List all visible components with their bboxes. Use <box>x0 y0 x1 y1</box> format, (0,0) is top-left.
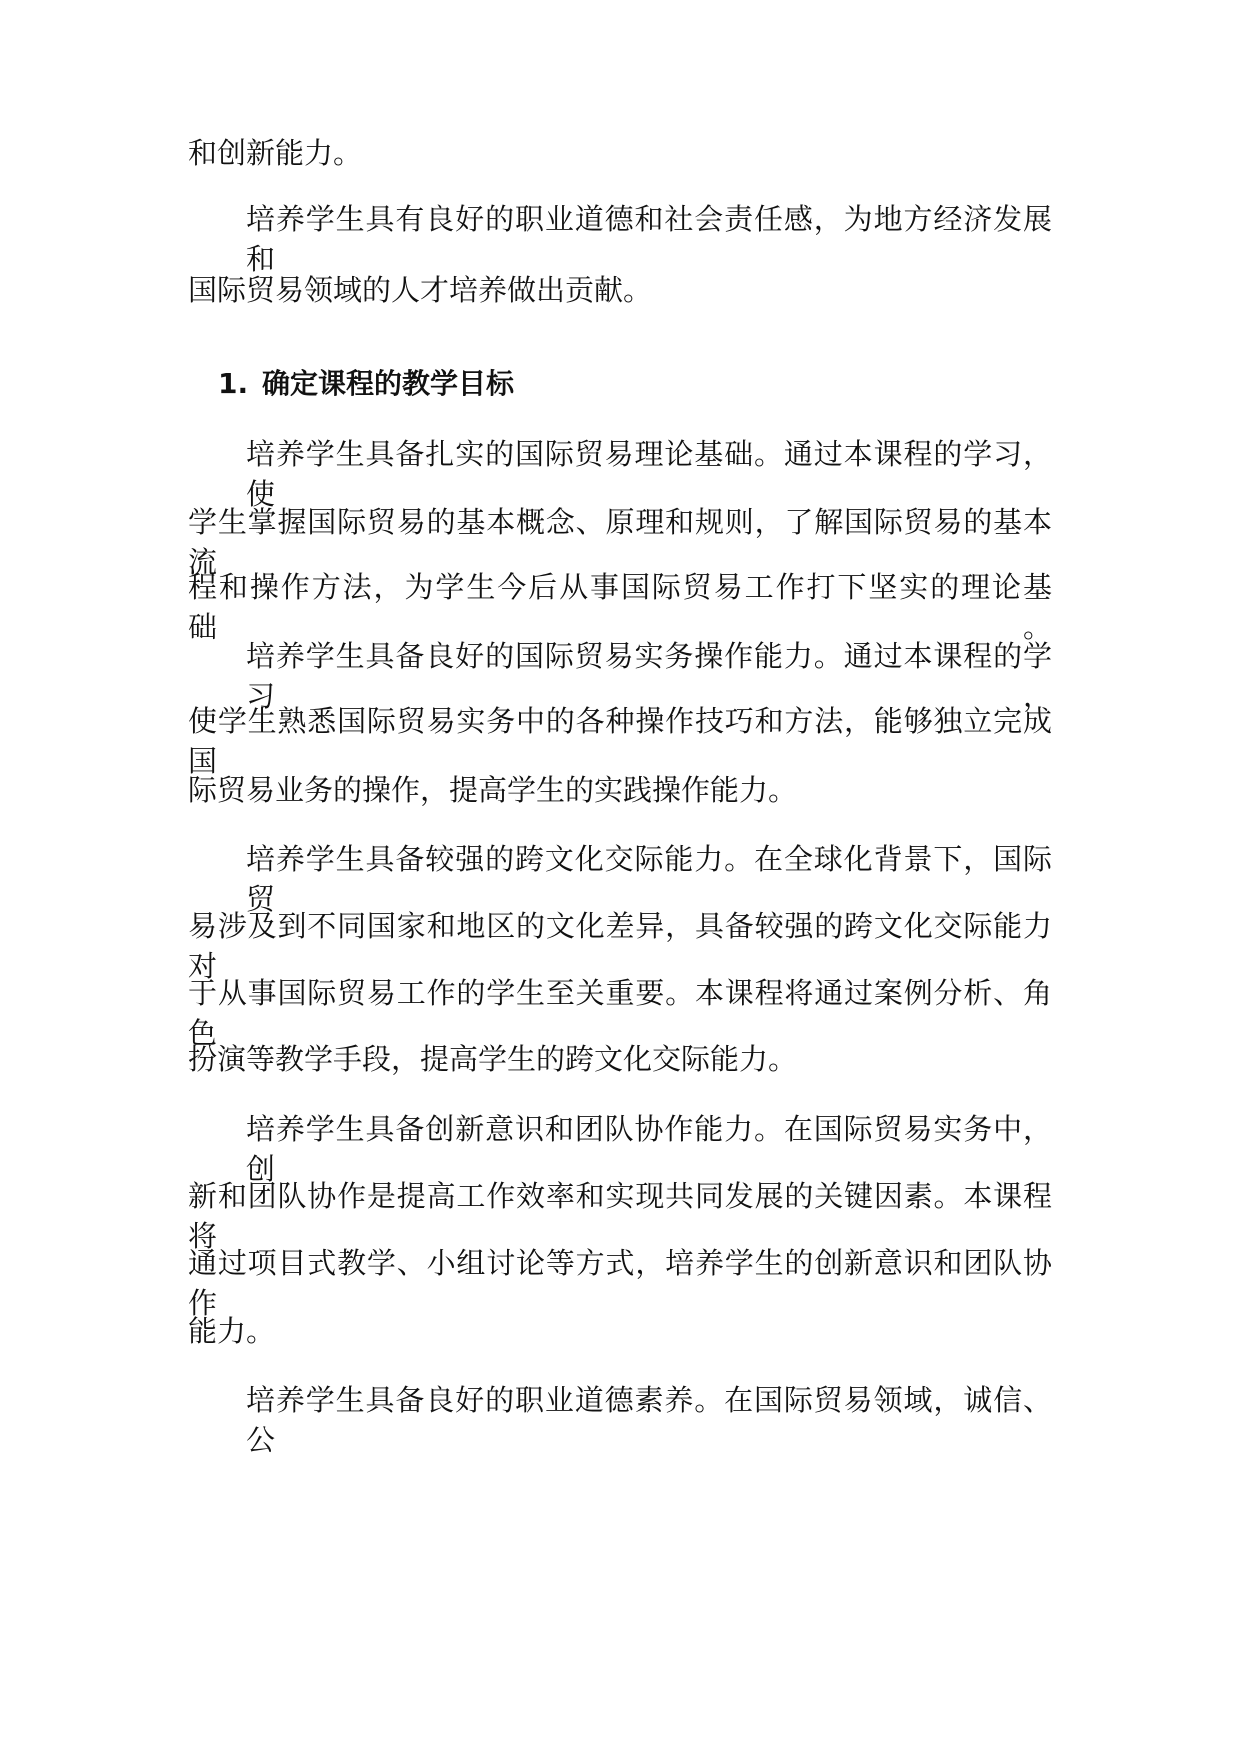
paragraph-line: 培养学生具备扎实的国际贸易理论基础。通过本课程的学习，使 <box>246 437 1052 511</box>
paragraph-line: 学生掌握国际贸易的基本概念、原理和规则，了解国际贸易的基本流 <box>188 505 1052 579</box>
paragraph-line: 易涉及到不同国家和地区的文化差异，具备较强的跨文化交际能力对 <box>188 909 1052 983</box>
paragraph-line: 培养学生具备较强的跨文化交际能力。在全球化背景下，国际贸 <box>246 842 1052 916</box>
paragraph-line: 培养学生具备创新意识和团队协作能力。在国际贸易实务中，创 <box>246 1112 1052 1186</box>
paragraph-line: 新和团队协作是提高工作效率和实现共同发展的关键因素。本课程将 <box>188 1179 1052 1253</box>
section-number: 1. <box>218 367 249 400</box>
paragraph-line: 能力。 <box>188 1314 276 1348</box>
paragraph-line: 和创新能力。 <box>188 136 363 170</box>
paragraph-line: 国际贸易领域的人才培养做出贡献。 <box>188 273 653 307</box>
paragraph-line: 际贸易业务的操作，提高学生的实践操作能力。 <box>188 773 798 807</box>
paragraph-line: 培养学生具备良好的国际贸易实务操作能力。通过本课程的学习， <box>246 639 1052 713</box>
paragraph-line: 于从事国际贸易工作的学生至关重要。本课程将通过案例分析、角色 <box>188 976 1052 1050</box>
paragraph-line: 培养学生具备良好的职业道德素养。在国际贸易领域，诚信、公 <box>246 1383 1052 1457</box>
paragraph-line: 扮演等教学手段，提高学生的跨文化交际能力。 <box>188 1042 798 1076</box>
section-title: 确定课程的教学目标 <box>262 367 515 400</box>
paragraph-line: 使学生熟悉国际贸易实务中的各种操作技巧和方法，能够独立完成国 <box>188 704 1052 778</box>
paragraph-line: 程和操作方法，为学生今后从事国际贸易工作打下坚实的理论基础。 <box>188 570 1052 644</box>
paragraph-line: 通过项目式教学、小组讨论等方式，培养学生的创新意识和团队协作 <box>188 1246 1052 1320</box>
section-heading <box>218 364 514 404</box>
paragraph-line: 培养学生具有良好的职业道德和社会责任感，为地方经济发展和 <box>246 202 1052 276</box>
